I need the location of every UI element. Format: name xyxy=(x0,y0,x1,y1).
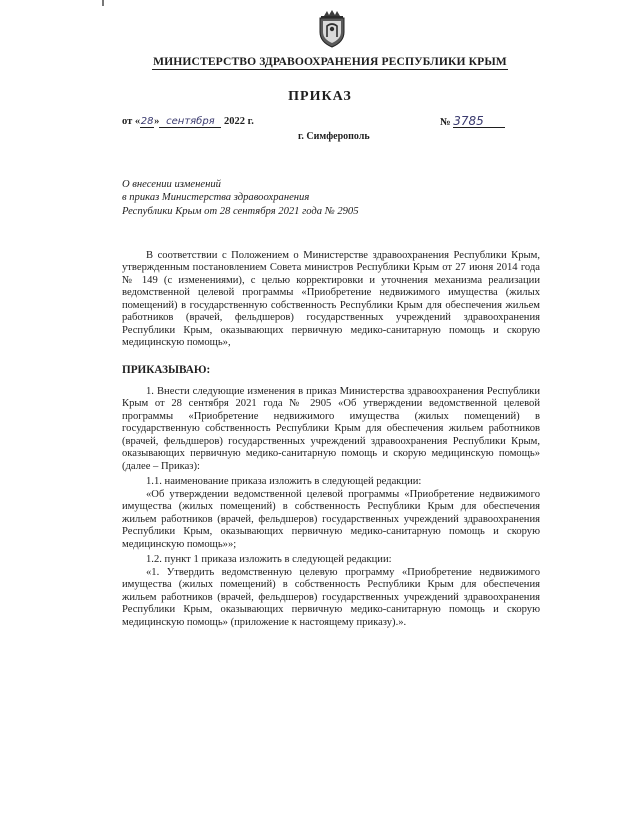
city: г. Симферополь xyxy=(298,131,370,142)
item-1-paragraph: 1. Внести следующие изменения в приказ Министерства здравоохранения Республики Крым от 28 сентября 2021 года № 2905 «Об утверждении ведомственной целевой программы «Приобретение недвижимого имущества (жилых помещений) в государственную собственность Республики Крым для обеспечения жильем работников (врачей, фельдшеров) государственных учреждений здравоохранения Республики Крым, оказывающих первичную медико-санитарную помощь и скорую медицинскую помощь» (далее – Приказ): xyxy=(122,386,540,472)
scan-mark xyxy=(102,0,104,6)
date-suffix: 2022 г. xyxy=(224,116,254,127)
subject-line: в приказ Министерства здравоохранения xyxy=(122,192,310,204)
order-subject xyxy=(122,178,359,218)
subject-line: О внесении изменений xyxy=(122,179,221,190)
preamble-paragraph: В соответствии с Положением о Министерстве здравоохранения Республики Крым, утвержденным постановлением Совета министров Республики Крым от 27 июня 2014 года № 149 (с изменениями), с целью корректировки и уточнения механизма реализации ведомственной целевой программы «Приобретение недвижимого имущества (жилых помещений) в государственную собственность Республики Крым для обеспечения жильем работников (врачей, фельдшеров) государственных учреждений здравоохранения Республики Крым, оказывающих первичную медико-санитарную помощь и скорую медицинскую помощь», xyxy=(122,250,540,349)
date-mid: » xyxy=(154,116,160,127)
item-1-2-heading: 1.2. пункт 1 приказа изложить в следующей редакции: xyxy=(146,554,392,565)
date-day-handwritten: 28 xyxy=(140,116,154,127)
number-prefix: № xyxy=(440,117,451,128)
order-date xyxy=(122,116,254,128)
subject-line: Республики Крым от 28 сентября 2021 года № 2905 xyxy=(122,205,359,217)
item-1-2-text: «1. Утвердить ведомственную целевую программу «Приобретение недвижимого имущества (жилых помещений) в собственность Республики Крым для обеспечения жильем работников (врачей, фельдшеров) государственных учреждений здравоохранения Республики Крым, оказывающих первичную медико-санитарную помощь и скорую медицинскую помощь» (приложение к настоящему приказу).». xyxy=(122,567,540,628)
order-number xyxy=(440,116,505,128)
date-prefix: от « xyxy=(122,116,141,127)
item-1-1-heading: 1.1. наименование приказа изложить в следующей редакции: xyxy=(146,476,422,487)
number-handwritten: 3785 xyxy=(453,116,505,128)
header-rule xyxy=(152,69,508,70)
document-title: ПРИКАЗ xyxy=(288,89,352,104)
date-month-handwritten: сентября xyxy=(159,116,221,128)
item-1-1-text: «Об утверждении ведомственной целевой программы «Приобретение недвижимого имущества (жилых помещений) в собственность Республики Крым для обеспечения жильем работников (врачей, фельдшеров) государственных учреждений здравоохранения Республики Крым, оказывающих первичную медико-санитарную помощь и скорую медицинскую помощь»»; xyxy=(122,489,540,550)
ministry-name: МИНИСТЕРСТВО ЗДРАВООХРАНЕНИЯ РЕСПУБЛИКИ КРЫМ xyxy=(153,55,507,68)
crimea-coat-of-arms-icon xyxy=(316,10,348,48)
command-heading: ПРИКАЗЫВАЮ: xyxy=(122,364,211,376)
